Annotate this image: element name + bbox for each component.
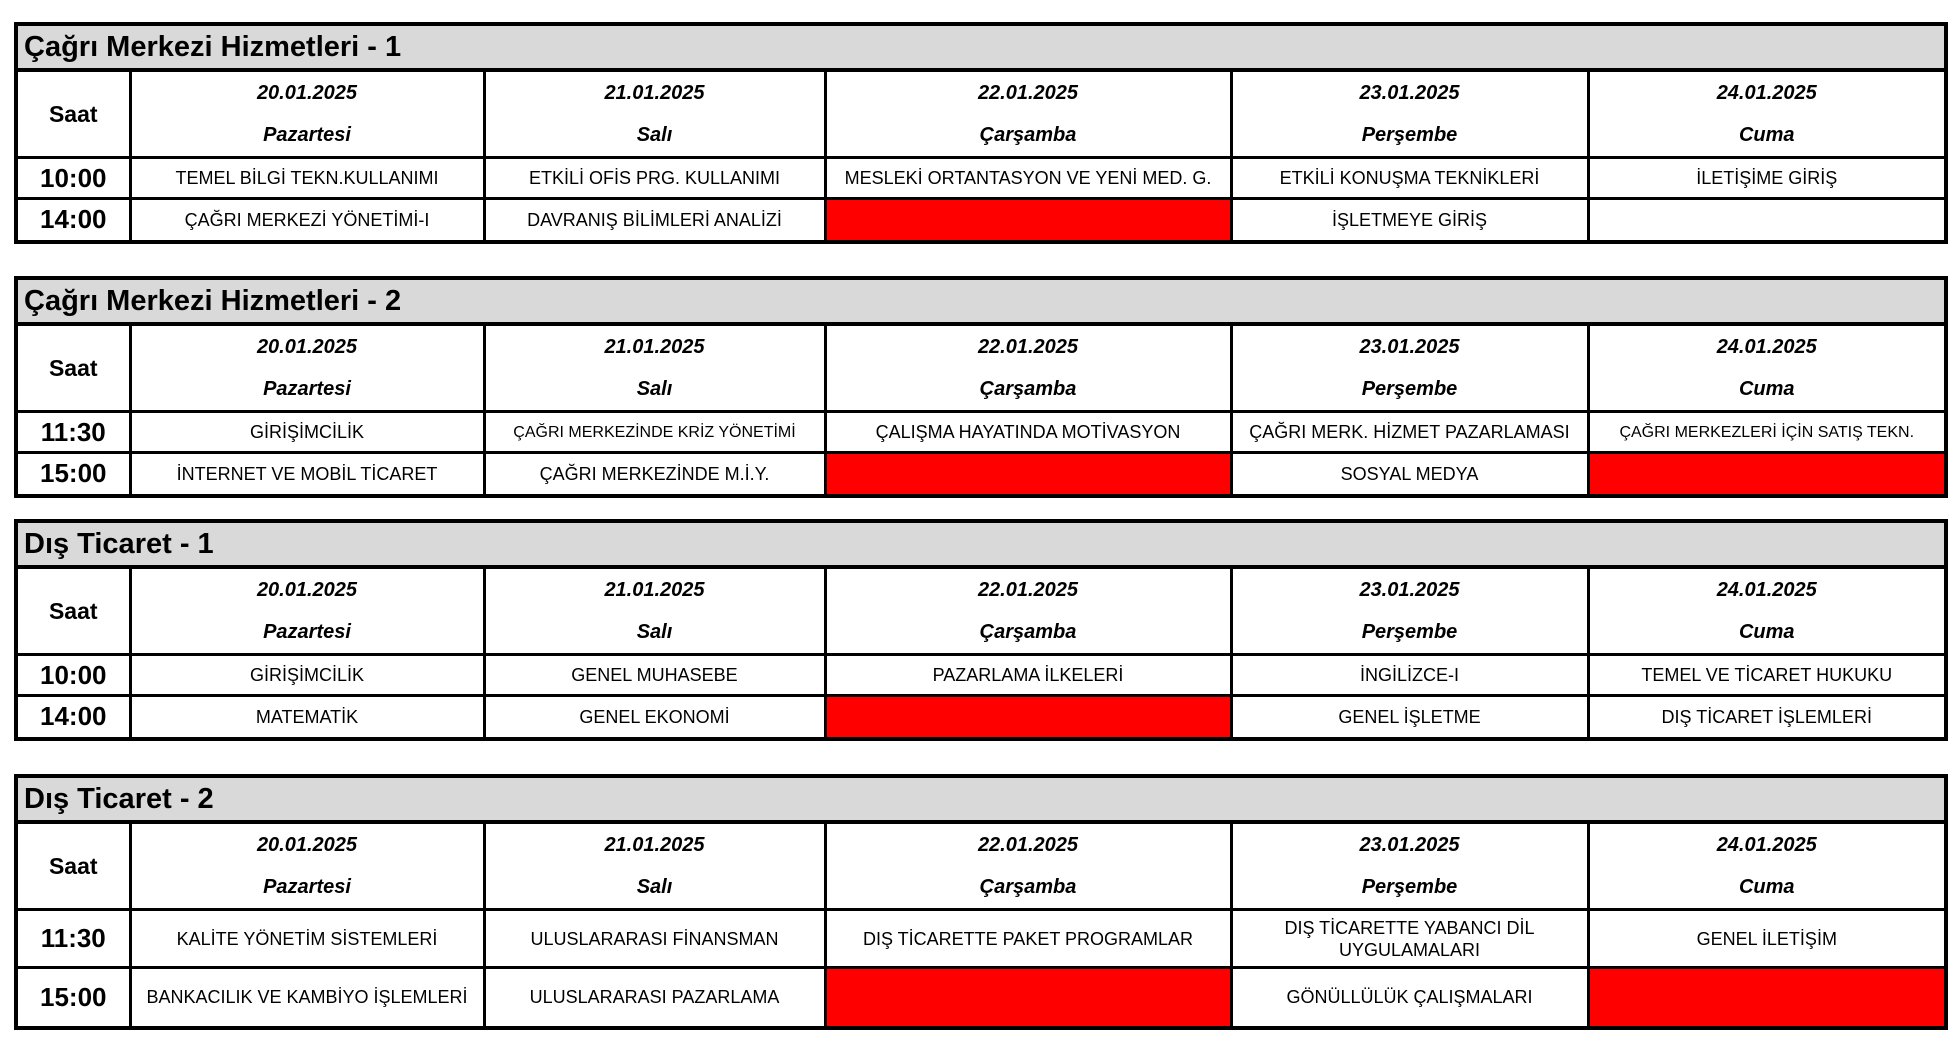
course-cell: GÖNÜLLÜLÜK ÇALIŞMALARI (1231, 968, 1588, 1026)
course-cell: GENEL İLETİŞİM (1588, 910, 1944, 968)
day-header (825, 569, 1231, 655)
course-cell: BANKACILIK VE KAMBİYO İŞLEMLERİ (130, 968, 484, 1026)
course-cell: İNGİLİZCE-I (1231, 655, 1588, 696)
time-cell: 10:00 (18, 655, 130, 696)
time-cell: 14:00 (18, 696, 130, 737)
day-name: Cuma (1738, 876, 1795, 898)
course-cell: İŞLETMEYE GİRİŞ (1231, 199, 1588, 240)
schedule-table (18, 824, 1944, 1026)
course-cell: ÇAĞRI MERK. HİZMET PAZARLAMASI (1231, 412, 1588, 453)
schedule-table (18, 326, 1944, 494)
empty-slot-highlight (825, 199, 1231, 240)
course-cell: GENEL MUHASEBE (484, 655, 825, 696)
day-name: Perşembe (1361, 124, 1458, 146)
time-cell: 10:00 (18, 158, 130, 199)
course-cell: İLETİŞİME GİRİŞ (1588, 158, 1944, 199)
course-cell: ULUSLARARASI FİNANSMAN (484, 910, 825, 968)
day-header (1231, 72, 1588, 158)
day-name: Çarşamba (979, 124, 1077, 146)
day-date: 20.01.2025 (256, 834, 358, 856)
time-cell: 11:30 (18, 910, 130, 968)
day-name: Perşembe (1361, 876, 1458, 898)
day-header (484, 569, 825, 655)
course-cell: ÇAĞRI MERKEZİNDE M.İ.Y. (484, 453, 825, 494)
empty-slot-highlight (825, 453, 1231, 494)
saat-header: Saat (18, 72, 130, 158)
day-header (825, 72, 1231, 158)
day-header (825, 326, 1231, 412)
schedule-row (18, 453, 1944, 494)
schedule-table (18, 72, 1944, 240)
header-row (18, 569, 1944, 655)
course-cell: ÇAĞRI MERKEZLERİ İÇİN SATIŞ TEKN. (1588, 412, 1944, 453)
time-cell: 15:00 (18, 968, 130, 1026)
schedule-section (14, 774, 1948, 1030)
course-cell (1588, 199, 1944, 240)
course-cell: MESLEKİ ORTANTASYON VE YENİ MED. G. (825, 158, 1231, 199)
empty-slot-highlight (825, 696, 1231, 737)
schedule-table (18, 569, 1944, 737)
day-date: 24.01.2025 (1716, 336, 1817, 358)
day-date: 23.01.2025 (1359, 579, 1460, 601)
course-cell: KALİTE YÖNETİM SİSTEMLERİ (130, 910, 484, 968)
course-cell: TEMEL VE TİCARET HUKUKU (1588, 655, 1944, 696)
saat-header: Saat (18, 824, 130, 910)
course-cell: ULUSLARARASI PAZARLAMA (484, 968, 825, 1026)
day-name: Çarşamba (979, 621, 1077, 643)
course-cell: ETKİLİ KONUŞMA TEKNİKLERİ (1231, 158, 1588, 199)
day-date: 22.01.2025 (977, 336, 1079, 358)
section-title: Dış Ticaret - 2 (18, 778, 1944, 824)
schedule-row (18, 412, 1944, 453)
schedule-row (18, 655, 1944, 696)
day-date: 23.01.2025 (1359, 336, 1460, 358)
day-name: Pazartesi (263, 621, 351, 643)
day-date: 21.01.2025 (604, 82, 705, 104)
day-header (825, 824, 1231, 910)
course-cell: DAVRANIŞ BİLİMLERİ ANALİZİ (484, 199, 825, 240)
course-cell: ETKİLİ OFİS PRG. KULLANIMI (484, 158, 825, 199)
schedule-row (18, 696, 1944, 737)
course-cell: GENEL EKONOMİ (484, 696, 825, 737)
day-header (1231, 824, 1588, 910)
day-date: 21.01.2025 (604, 336, 705, 358)
course-cell: SOSYAL MEDYA (1231, 453, 1588, 494)
day-date: 20.01.2025 (256, 579, 358, 601)
day-header (1588, 72, 1944, 158)
time-cell: 11:30 (18, 412, 130, 453)
course-cell: ÇAĞRI MERKEZİNDE KRİZ YÖNETİMİ (484, 412, 825, 453)
day-header (130, 72, 484, 158)
course-cell: ÇALIŞMA HAYATINDA MOTİVASYON (825, 412, 1231, 453)
empty-slot-highlight (1588, 453, 1944, 494)
day-header (1588, 569, 1944, 655)
schedule-section (14, 276, 1948, 498)
day-header (1588, 824, 1944, 910)
day-date: 20.01.2025 (256, 336, 358, 358)
section-title: Dış Ticaret - 1 (18, 523, 1944, 569)
day-name: Pazartesi (263, 378, 351, 400)
course-cell: DIŞ TİCARETTE YABANCI DİL UYGULAMALARI (1231, 910, 1588, 968)
time-cell: 14:00 (18, 199, 130, 240)
day-name: Salı (636, 876, 673, 898)
schedule-row (18, 158, 1944, 199)
day-header (484, 824, 825, 910)
schedule-section (14, 22, 1948, 244)
section-title: Çağrı Merkezi Hizmetleri - 1 (18, 26, 1944, 72)
day-date: 23.01.2025 (1359, 834, 1460, 856)
day-date: 22.01.2025 (977, 82, 1079, 104)
day-name: Cuma (1738, 621, 1795, 643)
day-name: Pazartesi (263, 124, 351, 146)
day-date: 22.01.2025 (977, 834, 1079, 856)
time-cell: 15:00 (18, 453, 130, 494)
section-title: Çağrı Merkezi Hizmetleri - 2 (18, 280, 1944, 326)
schedule-section (14, 519, 1948, 741)
course-cell: MATEMATİK (130, 696, 484, 737)
day-name: Salı (636, 124, 673, 146)
course-cell: ÇAĞRI MERKEZİ YÖNETİMİ-I (130, 199, 484, 240)
day-name: Salı (636, 378, 673, 400)
course-cell: DIŞ TİCARETTE PAKET PROGRAMLAR (825, 910, 1231, 968)
header-row (18, 72, 1944, 158)
day-date: 24.01.2025 (1716, 82, 1817, 104)
schedule-row (18, 968, 1944, 1026)
empty-slot-highlight (1588, 968, 1944, 1026)
header-row (18, 824, 1944, 910)
day-date: 20.01.2025 (256, 82, 358, 104)
day-date: 24.01.2025 (1716, 834, 1817, 856)
header-row (18, 326, 1944, 412)
saat-header: Saat (18, 569, 130, 655)
course-cell: GİRİŞİMCİLİK (130, 412, 484, 453)
day-header (484, 72, 825, 158)
day-name: Salı (636, 621, 673, 643)
day-name: Çarşamba (979, 378, 1077, 400)
empty-slot-highlight (825, 968, 1231, 1026)
day-header (1231, 569, 1588, 655)
day-name: Perşembe (1361, 621, 1458, 643)
day-date: 24.01.2025 (1716, 579, 1817, 601)
course-cell: GENEL İŞLETME (1231, 696, 1588, 737)
day-name: Perşembe (1361, 378, 1458, 400)
day-header (1231, 326, 1588, 412)
day-date: 21.01.2025 (604, 834, 705, 856)
course-cell: İNTERNET VE MOBİL TİCARET (130, 453, 484, 494)
day-name: Çarşamba (979, 876, 1077, 898)
day-name: Cuma (1738, 124, 1795, 146)
course-cell: TEMEL BİLGİ TEKN.KULLANIMI (130, 158, 484, 199)
day-date: 22.01.2025 (977, 579, 1079, 601)
schedule-row (18, 199, 1944, 240)
day-header (130, 824, 484, 910)
course-cell: GİRİŞİMCİLİK (130, 655, 484, 696)
day-name: Pazartesi (263, 876, 351, 898)
course-cell: PAZARLAMA İLKELERİ (825, 655, 1231, 696)
schedule-row (18, 910, 1944, 968)
day-header (130, 569, 484, 655)
day-date: 21.01.2025 (604, 579, 705, 601)
saat-header: Saat (18, 326, 130, 412)
day-header (484, 326, 825, 412)
day-header (1588, 326, 1944, 412)
day-name: Cuma (1738, 378, 1795, 400)
course-cell: DIŞ TİCARET İŞLEMLERİ (1588, 696, 1944, 737)
day-date: 23.01.2025 (1359, 82, 1460, 104)
day-header (130, 326, 484, 412)
